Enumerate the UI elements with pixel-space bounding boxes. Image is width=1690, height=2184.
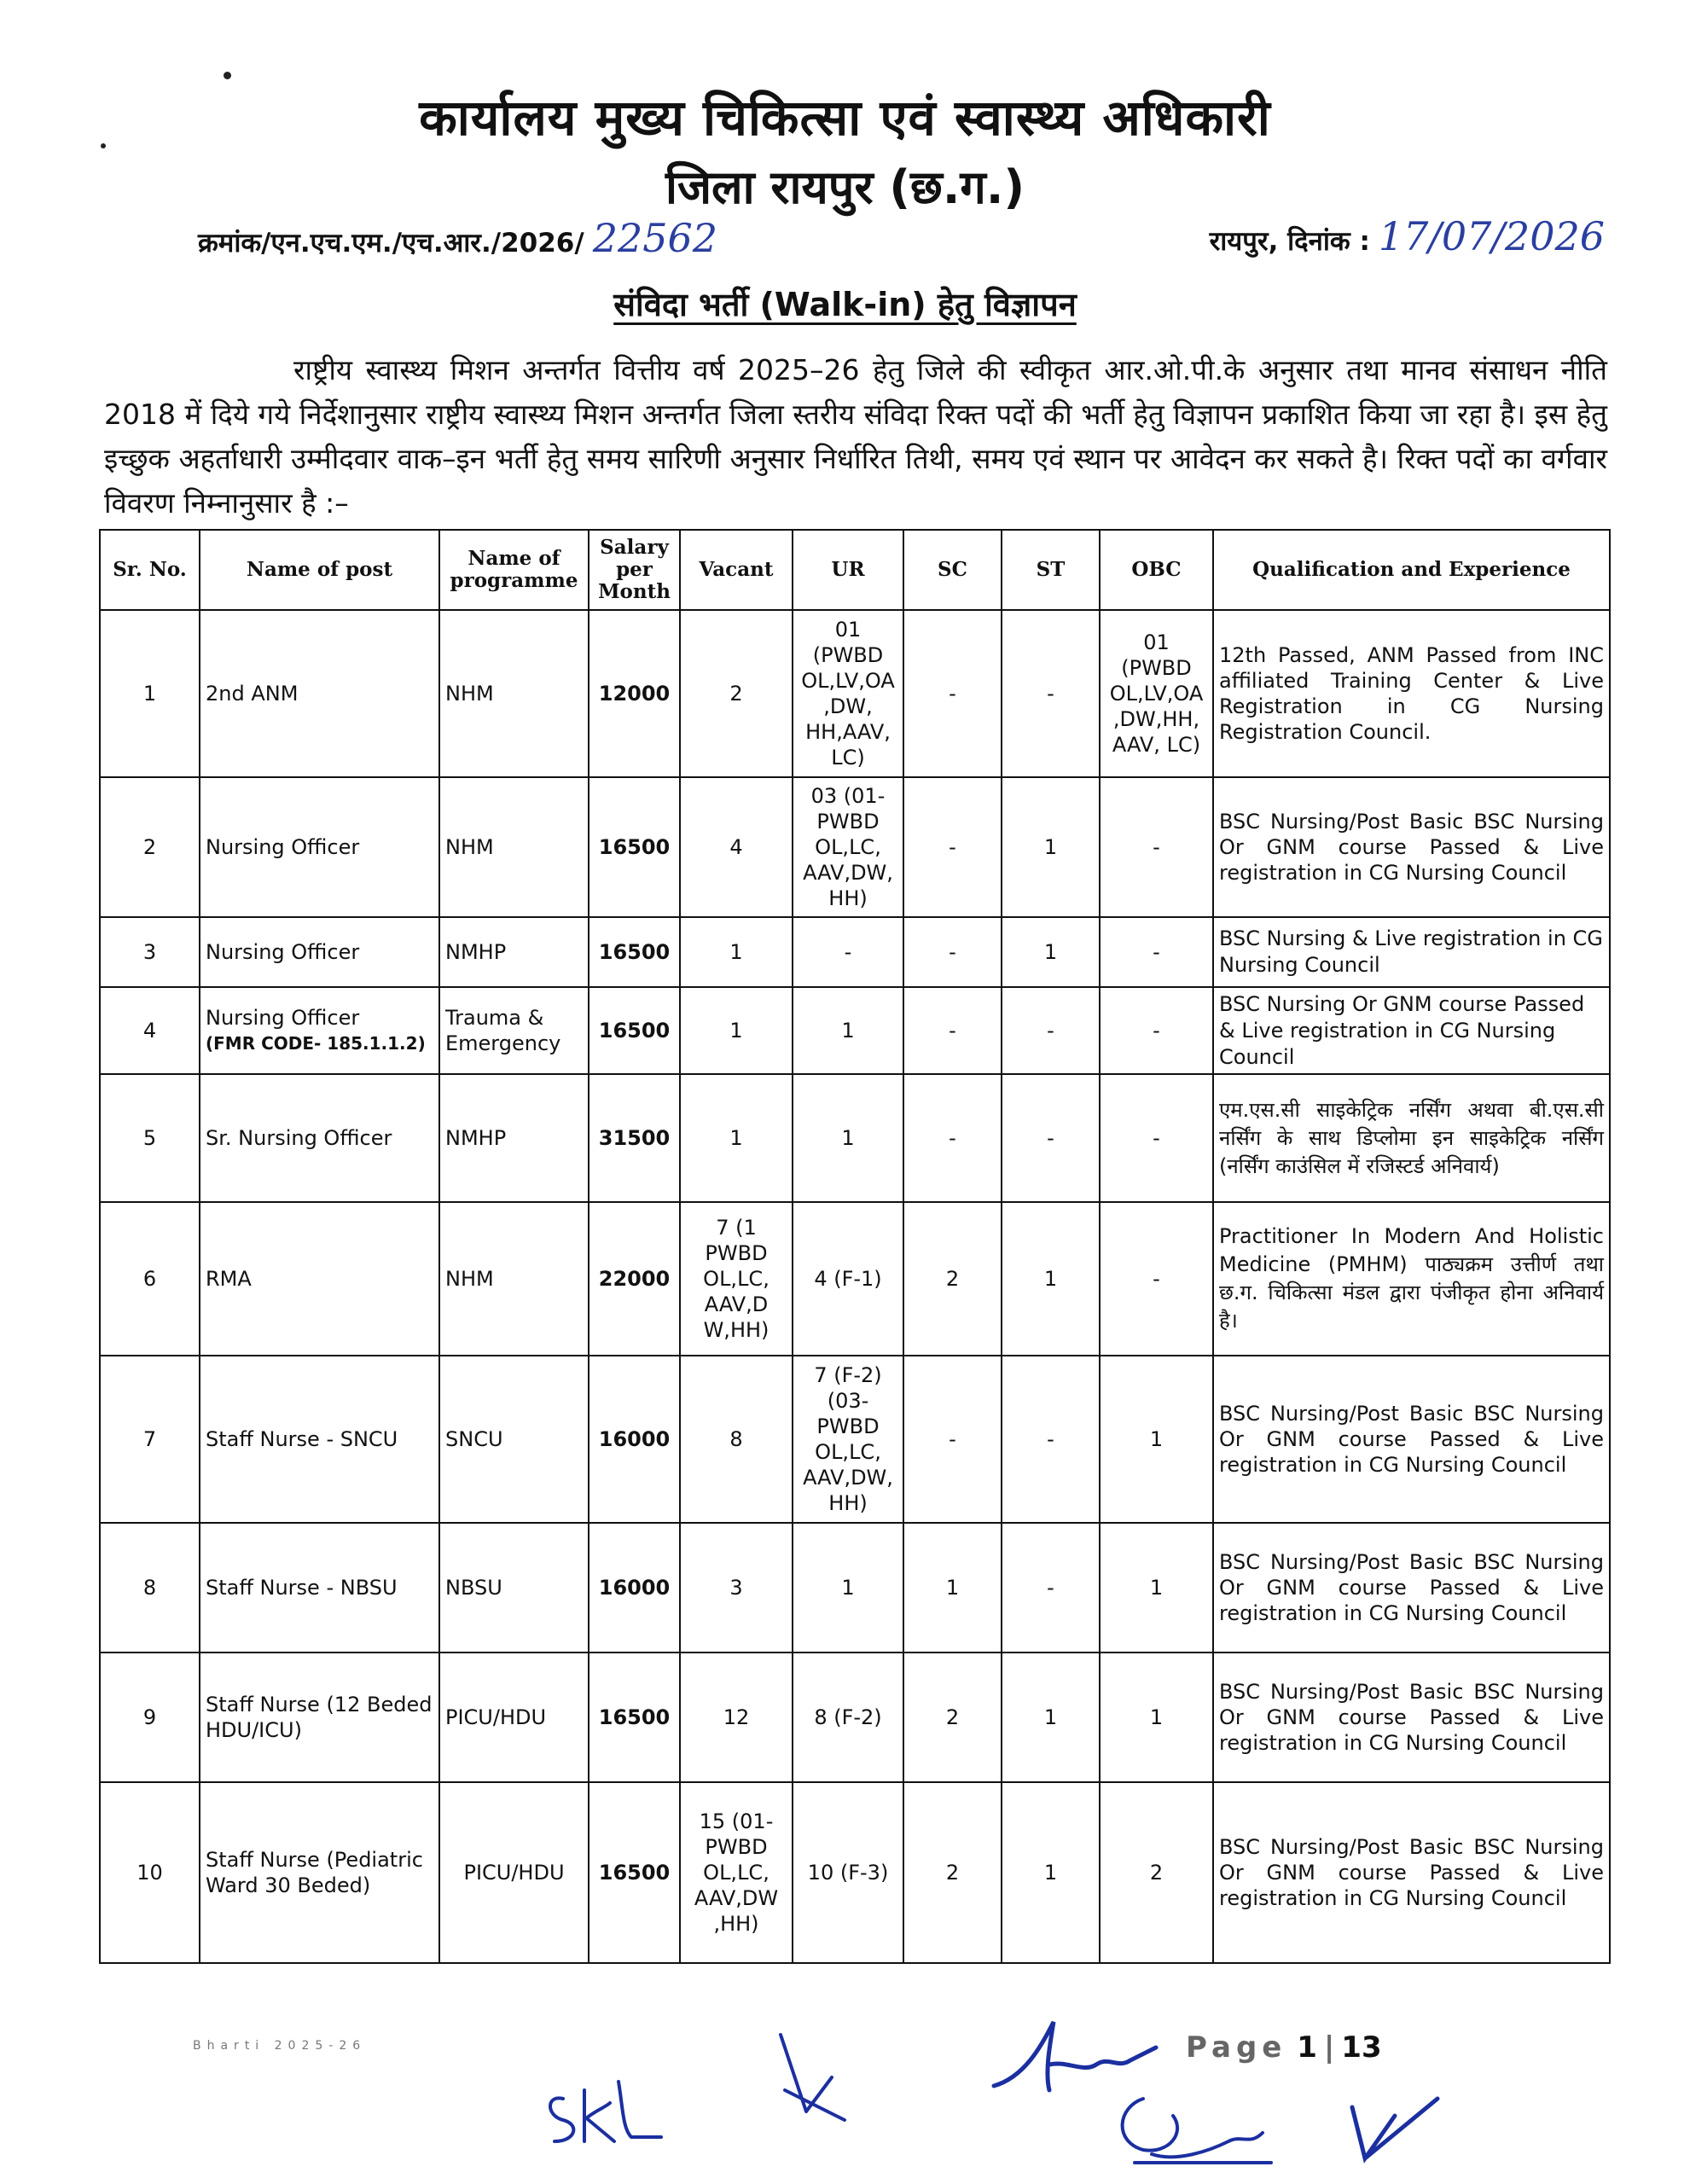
header-programme: Name of programme <box>439 530 589 610</box>
cell-vacant: 3 <box>680 1523 793 1653</box>
cell-st: 1 <box>1002 1782 1100 1963</box>
cell-st: - <box>1002 1523 1100 1653</box>
cell-vacant: 7 (1 PWBD OL,LC, AAV,D W,HH) <box>680 1202 793 1356</box>
cell-qualification: Practitioner In Modern And Holistic Medicine (PMHM) पाठ्यक्रम उत्तीर्ण तथा छ.ग. चिकित्सा मंडल द्वारा पंजीकृत होना अनिवार्य है। <box>1213 1202 1610 1356</box>
table-row <box>100 1074 1610 1202</box>
footer-watermark-text: Bharti 2025-26 <box>193 2039 367 2053</box>
cell-sc: - <box>903 987 1002 1074</box>
cell-vacant: 1 <box>680 987 793 1074</box>
cell-sr: 7 <box>100 1356 200 1523</box>
reference-number <box>198 215 717 261</box>
cell-ur: - <box>793 917 903 987</box>
table-row <box>100 1653 1610 1782</box>
table-row <box>100 917 1610 987</box>
cell-obc: 1 <box>1100 1523 1213 1653</box>
cell-post: Staff Nurse (12 Beded HDU/ICU) <box>200 1653 439 1782</box>
cell-qualification: BSC Nursing/Post Basic BSC Nursing Or GNM course Passed & Live registration in CG Nursing Council <box>1213 1523 1610 1653</box>
cell-post: Sr. Nursing Officer <box>200 1074 439 1202</box>
cell-ur: 1 <box>793 1523 903 1653</box>
cell-salary: 16500 <box>589 917 680 987</box>
cell-post: RMA <box>200 1202 439 1356</box>
cell-obc: - <box>1100 987 1213 1074</box>
header-ur: UR <box>793 530 903 610</box>
cell-post: Staff Nurse (Pediatric Ward 30 Beded) <box>200 1782 439 1963</box>
table-row <box>100 987 1610 1074</box>
table-row <box>100 1782 1610 1963</box>
page-current: 1 <box>1297 2030 1317 2065</box>
table-row <box>100 1356 1610 1523</box>
table-header-row <box>100 530 1610 610</box>
cell-salary: 16500 <box>589 1782 680 1963</box>
cell-st: - <box>1002 1074 1100 1202</box>
vacancy-table <box>99 529 1611 1964</box>
cell-ur: 7 (F-2) (03- PWBD OL,LC, AAV,DW, HH) <box>793 1356 903 1523</box>
cell-programme: NBSU <box>439 1523 589 1653</box>
cell-st: 1 <box>1002 1202 1100 1356</box>
cell-obc: 2 <box>1100 1782 1213 1963</box>
cell-vacant: 2 <box>680 610 793 777</box>
cell-post: Nursing Officer <box>200 917 439 987</box>
cell-programme: PICU/HDU <box>439 1653 589 1782</box>
cell-programme: NMHP <box>439 917 589 987</box>
cell-qualification: BSC Nursing/Post Basic BSC Nursing Or GNM course Passed & Live registration in CG Nursing Council <box>1213 777 1610 917</box>
cell-ur: 4 (F-1) <box>793 1202 903 1356</box>
signature-4 <box>1109 2082 1280 2175</box>
cell-sc: - <box>903 1074 1002 1202</box>
cell-post: Staff Nurse - NBSU <box>200 1523 439 1653</box>
cell-obc: 1 <box>1100 1356 1213 1523</box>
signature-1 <box>537 2056 665 2150</box>
advertisement-heading <box>0 282 1690 326</box>
table-row <box>100 610 1610 777</box>
table-row <box>100 1523 1610 1653</box>
cell-sc: - <box>903 1356 1002 1523</box>
cell-st: 1 <box>1002 917 1100 987</box>
cell-sr: 8 <box>100 1523 200 1653</box>
cell-sc: 2 <box>903 1653 1002 1782</box>
cell-salary: 16000 <box>589 1356 680 1523</box>
cell-post <box>200 987 439 1074</box>
fmr-code: (FMR CODE- 185.1.1.2) <box>206 1033 426 1054</box>
cell-salary: 12000 <box>589 610 680 777</box>
cell-vacant: 8 <box>680 1356 793 1523</box>
cell-sc: 2 <box>903 1782 1002 1963</box>
cell-programme: NHM <box>439 610 589 777</box>
cell-salary: 16500 <box>589 1653 680 1782</box>
cell-salary: 22000 <box>589 1202 680 1356</box>
cell-vacant: 1 <box>680 1074 793 1202</box>
cell-sc: 1 <box>903 1523 1002 1653</box>
cell-programme: NHM <box>439 1202 589 1356</box>
office-title: कार्यालय मुख्य चिकित्सा एवं स्वास्थ्य अधिकारी <box>419 89 1271 147</box>
signature-5 <box>1344 2082 1446 2167</box>
scan-speck <box>224 72 231 79</box>
cell-obc: - <box>1100 1202 1213 1356</box>
cell-qualification: एम.एस.सी साइकेट्रिक नर्सिंग अथवा बी.एस.सी नर्सिंग के साथ डिप्लोमा इन साइकेट्रिक नर्सिंग (नर्सिंग काउंसिल में रजिस्टर्ड अनिवार्य) <box>1213 1074 1610 1202</box>
cell-sr: 2 <box>100 777 200 917</box>
post-name: Nursing Officer <box>206 1006 360 1030</box>
cell-qualification: BSC Nursing/Post Basic BSC Nursing Or GNM course Passed & Live registration in CG Nursing Council <box>1213 1782 1610 1963</box>
cell-vacant: 12 <box>680 1653 793 1782</box>
cell-sc: - <box>903 610 1002 777</box>
cell-programme: PICU/HDU <box>439 1782 589 1963</box>
cell-qualification: BSC Nursing/Post Basic BSC Nursing Or GNM course Passed & Live registration in CG Nursing Council <box>1213 1356 1610 1523</box>
cell-post: Staff Nurse - SNCU <box>200 1356 439 1523</box>
cell-vacant: 15 (01- PWBD OL,LC, AAV,DW ,HH) <box>680 1782 793 1963</box>
cell-obc: - <box>1100 777 1213 917</box>
header-sc: SC <box>903 530 1002 610</box>
header-post: Name of post <box>200 530 439 610</box>
header-st: ST <box>1002 530 1100 610</box>
cell-salary: 16500 <box>589 777 680 917</box>
cell-qualification: BSC Nursing & Live registration in CG Nursing Council <box>1213 917 1610 987</box>
header-sr-no: Sr. No. <box>100 530 200 610</box>
cell-salary: 16500 <box>589 987 680 1074</box>
table-row <box>100 777 1610 917</box>
signature-2 <box>772 2026 849 2129</box>
cell-post: 2nd ANM <box>200 610 439 777</box>
header-qualification: Qualification and Experience <box>1213 530 1610 610</box>
reference-label: क्रमांक/एन.एच.एम./एच.आर./2026/ <box>198 228 584 258</box>
cell-st: - <box>1002 610 1100 777</box>
table-row <box>100 1202 1610 1356</box>
cell-obc: 1 <box>1100 1653 1213 1782</box>
cell-qualification: BSC Nursing/Post Basic BSC Nursing Or GNM course Passed & Live registration in CG Nursing Council <box>1213 1653 1610 1782</box>
cell-qualification: 12th Passed, ANM Passed from INC affiliated Training Center & Live Registration in CG Nursing Registration Council. <box>1213 610 1610 777</box>
cell-programme: NMHP <box>439 1074 589 1202</box>
header-vacant: Vacant <box>680 530 793 610</box>
cell-sr: 5 <box>100 1074 200 1202</box>
cell-ur: 1 <box>793 987 903 1074</box>
cell-vacant: 4 <box>680 777 793 917</box>
header-obc: OBC <box>1100 530 1213 610</box>
page-number: Page 1 | 13 <box>1186 2030 1382 2065</box>
cell-sr: 10 <box>100 1782 200 1963</box>
cell-ur: 03 (01- PWBD OL,LC, AAV,DW, HH) <box>793 777 903 917</box>
issue-date <box>1210 213 1605 259</box>
cell-sc: - <box>903 777 1002 917</box>
cell-ur: 01 (PWBD OL,LV,OA ,DW, HH,AAV, LC) <box>793 610 903 777</box>
cell-post: Nursing Officer <box>200 777 439 917</box>
cell-st: 1 <box>1002 777 1100 917</box>
cell-st: - <box>1002 987 1100 1074</box>
cell-sr: 9 <box>100 1653 200 1782</box>
district-title: जिला रायपुर (छ.ग.) <box>665 160 1025 214</box>
cell-sr: 6 <box>100 1202 200 1356</box>
advertisement-heading-text: संविदा भर्ती (Walk-in) हेतु विज्ञापन <box>613 286 1077 323</box>
cell-programme: SNCU <box>439 1356 589 1523</box>
cell-obc: - <box>1100 917 1213 987</box>
cell-sr: 4 <box>100 987 200 1074</box>
page-label: Page <box>1186 2030 1287 2065</box>
cell-sr: 1 <box>100 610 200 777</box>
cell-ur: 10 (F-3) <box>793 1782 903 1963</box>
cell-sr: 3 <box>100 917 200 987</box>
intro-paragraph: राष्ट्रीय स्वास्थ्य मिशन अन्तर्गत वित्तीय वर्ष 2025–26 हेतु जिले की स्वीकृत आर.ओ.पी.के अनुसार तथा मानव संसाधन नीति 2018 में दिये गये निर्देशानुसार राष्ट्रीय स्वास्थ्य मिशन अन्तर्गत जिला स्तरीय संविदा रिक्त पदों की भर्ती हेतु विज्ञापन प्रकाशित किया जा रहा है। इस हेतु इच्छुक अहर्ताधारी उम्मीदवार वाक–इन भर्ती हेतु समय सारिणी अनुसार निर्धारित तिथी, समय एवं स्थान पर आवेदन कर सकते है। रिक्त पदों का वर्गवार विवरण निम्नानुसार है :– <box>104 353 1607 520</box>
cell-salary: 16000 <box>589 1523 680 1653</box>
cell-st: - <box>1002 1356 1100 1523</box>
cell-obc: 01 (PWBD OL,LV,OA ,DW,HH, AAV, LC) <box>1100 610 1213 777</box>
date-label: रायपुर, दिनांक : <box>1209 226 1370 257</box>
cell-obc: - <box>1100 1074 1213 1202</box>
page-total: 13 <box>1341 2030 1382 2065</box>
reference-number-handwritten: 22562 <box>592 215 718 261</box>
date-value-handwritten: 17/07/2026 <box>1378 213 1605 259</box>
cell-programme: NHM <box>439 777 589 917</box>
cell-salary: 31500 <box>589 1074 680 1202</box>
cell-sc: 2 <box>903 1202 1002 1356</box>
cell-programme: Trauma & Emergency <box>439 987 589 1074</box>
header-salary: Salary per Month <box>589 530 680 610</box>
cell-ur: 1 <box>793 1074 903 1202</box>
cell-qualification: BSC Nursing Or GNM course Passed & Live registration in CG Nursing Council <box>1213 987 1610 1074</box>
cell-ur: 8 (F-2) <box>793 1653 903 1782</box>
cell-st: 1 <box>1002 1653 1100 1782</box>
cell-sc: - <box>903 917 1002 987</box>
cell-vacant: 1 <box>680 917 793 987</box>
